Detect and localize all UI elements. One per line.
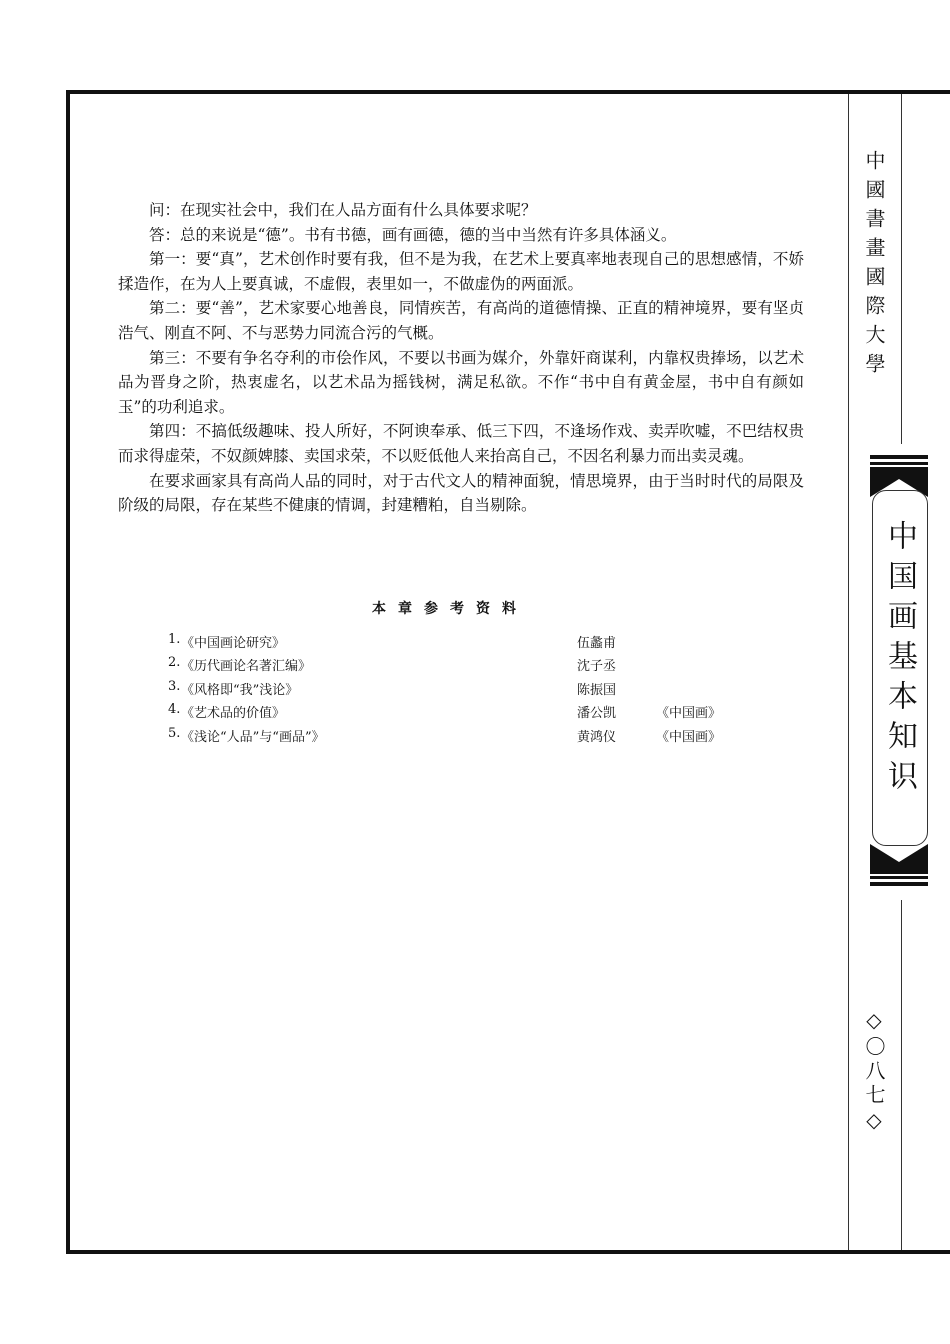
page-number: ◇〇八七◇ xyxy=(862,1008,886,1136)
book-title: 中国画基本知识 xyxy=(882,520,917,800)
reference-title: 《艺术品的价值》 xyxy=(181,706,286,722)
reference-source: 《中国画》 xyxy=(656,706,722,722)
frame-top-rule xyxy=(66,90,950,94)
paragraph-point-2: 第二：要“善”，艺术家要心地善良，同情疾苦，有高尚的道德情操、正直的精神境界，要有坚贞浩气、刚直不阿、不与恶势力同流合污的气概。 xyxy=(118,299,804,342)
reference-author: 伍蠡甫 xyxy=(577,636,617,651)
sidebar-edge-upper xyxy=(901,94,902,444)
reference-number: 2. xyxy=(168,655,181,671)
reference-title: 《中国画论研究》 xyxy=(181,636,286,651)
band-stripe xyxy=(870,462,928,465)
university-name: 中國書畫國際大學 xyxy=(862,150,886,382)
reference-number: 3. xyxy=(168,678,181,694)
reference-item xyxy=(168,679,768,702)
paragraph-point-1: 第一：要“真”，艺术创作时要有我，但不是为我，在艺术上要真率地表现自己的思想感情，不娇揉造作，在为人上要真诚，不虚假，表里如一，不做虚伪的两面派。 xyxy=(118,250,804,293)
reference-item xyxy=(168,726,768,749)
paragraph-point-4: 第四：不搞低级趣味、投人所好，不阿谀奉承、低三下四，不逢场作戏、卖弄吹嘘，不巴结权贵而求得虚荣，不奴颜婢膝、卖国求荣，不以贬低他人来抬高自己，不因名利暴力而出卖灵魂。 xyxy=(118,422,804,465)
band-stripe xyxy=(870,876,928,879)
reference-title: 《风格即“我”浅论》 xyxy=(181,682,299,698)
main-text xyxy=(118,198,804,518)
paragraph-question: 问：在现实社会中，我们在人品方面有什么具体要求呢？ xyxy=(149,201,537,219)
band-stripe xyxy=(870,455,928,459)
reference-item xyxy=(168,702,768,725)
reference-number: 5. xyxy=(168,725,181,741)
reference-number: 4. xyxy=(168,702,181,718)
paragraph-point-3: 第三：不要有争名夺利的市侩作风，不要以书画为媒介，外靠奸商谋利，内靠权贵捧场，以艺术品为晋身之阶，热衷虚名，以艺术品为摇钱树，满足私欲。不作“书中自有黄金屋，书中自有颜如玉”的功利追求。 xyxy=(118,348,804,416)
references-heading: 本章参考资料 xyxy=(372,601,528,617)
reference-author: 沈子丞 xyxy=(577,659,617,675)
reference-author: 潘公凯 xyxy=(577,706,617,722)
paragraph-conclusion: 在要求画家具有高尚人品的同时，对于古代文人的精神面貌，情思境界，由于当时时代的局限及阶级的局限，存在某些不健康的情调，封建糟粕，自当剔除。 xyxy=(118,471,804,515)
sidebar-divider xyxy=(848,94,849,1250)
band-stripe xyxy=(870,882,928,886)
paragraph-answer: 答：总的来说是“德”。书有书德，画有画德，德的当中当然有许多具体涵义。 xyxy=(149,225,677,244)
reference-number: 1. xyxy=(168,632,181,647)
frame-bottom-rule xyxy=(66,1250,950,1254)
reference-author: 黄鸿仪 xyxy=(577,729,617,745)
frame-left-rule xyxy=(66,90,70,1254)
reference-item xyxy=(168,632,768,655)
reference-title: 《浅论“人品”与“画品”》 xyxy=(181,729,325,745)
reference-author: 陈振国 xyxy=(577,682,617,698)
sidebar-edge-lower xyxy=(901,900,902,1250)
band-chevron-shape xyxy=(870,844,928,874)
reference-title: 《历代画论名著汇编》 xyxy=(181,659,312,675)
reference-source: 《中国画》 xyxy=(656,729,722,745)
reference-item xyxy=(168,655,768,678)
references-list xyxy=(168,632,768,749)
